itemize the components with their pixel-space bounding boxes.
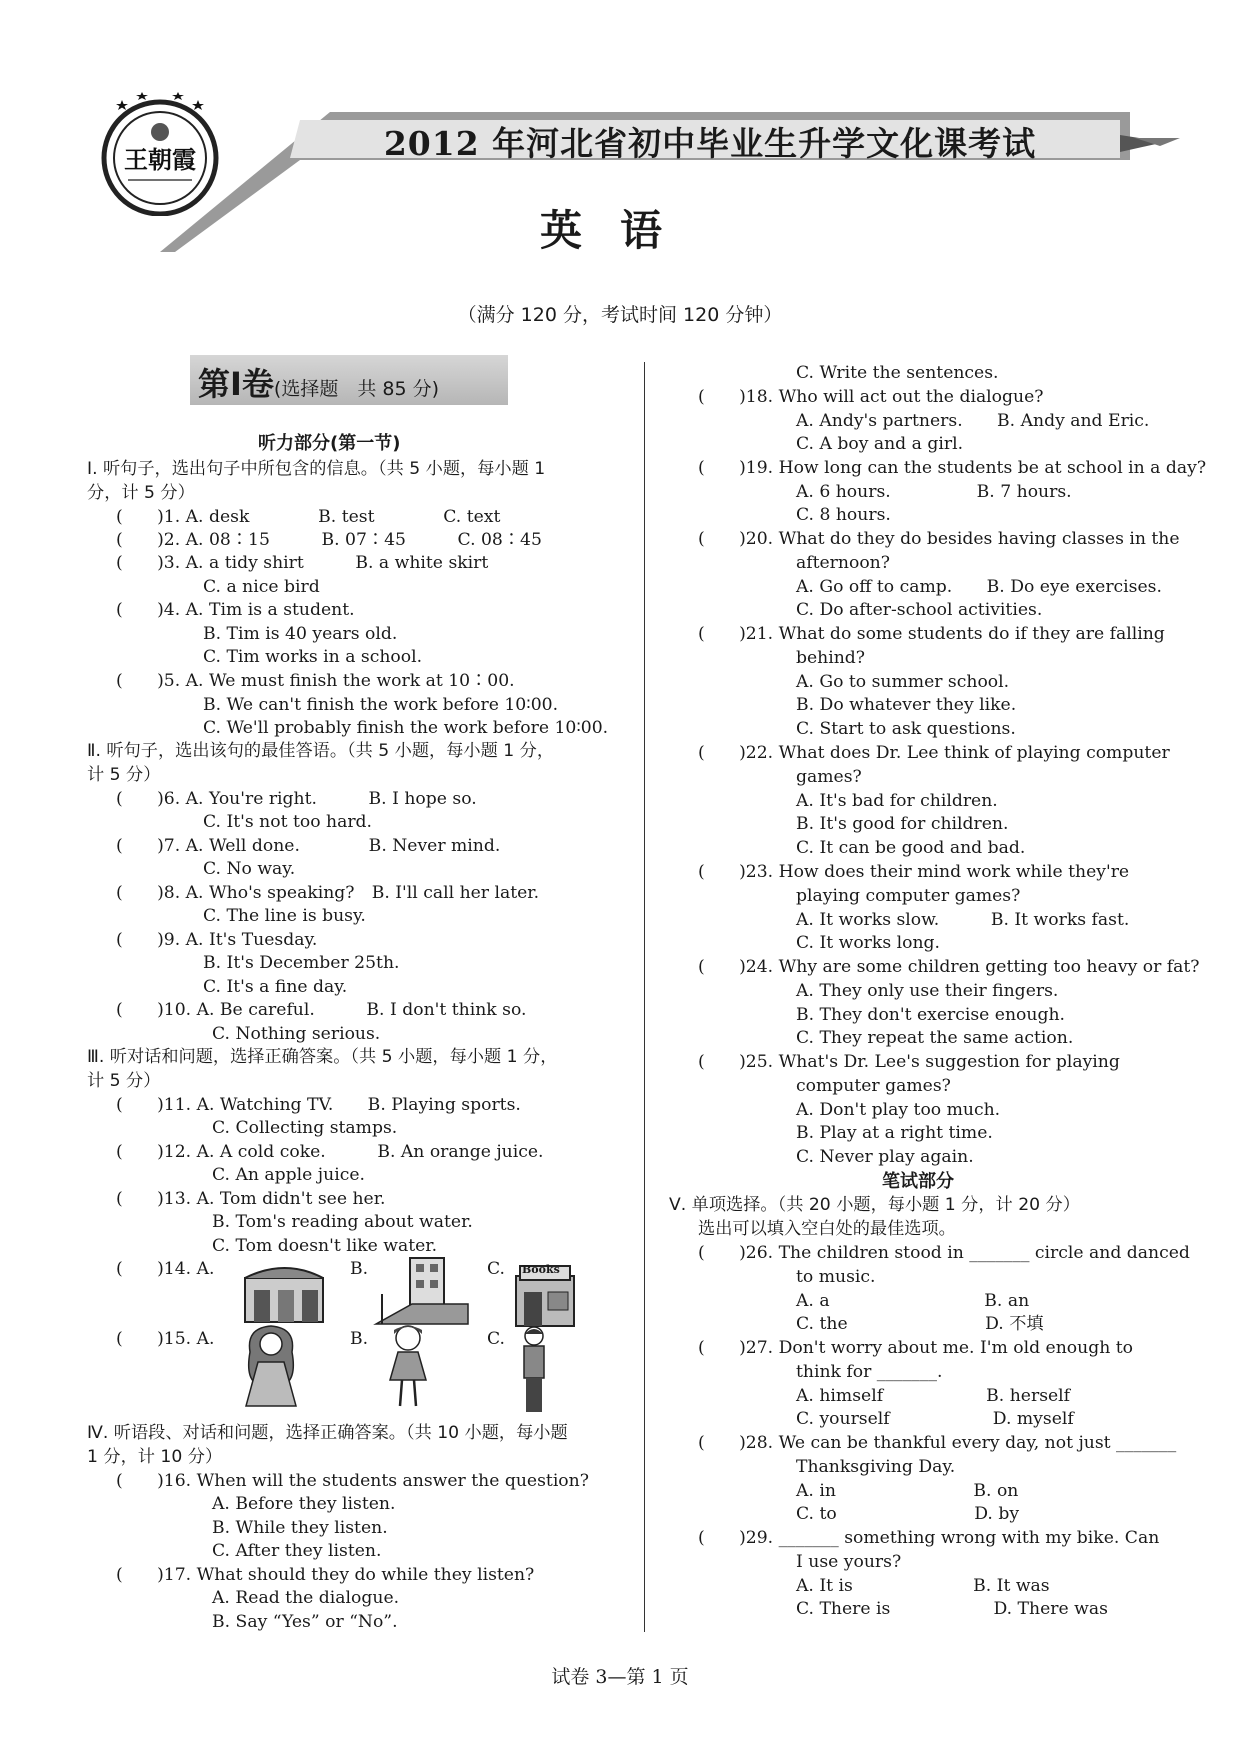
answer-option: C. It's a fine day. [203, 977, 348, 997]
answer-option: C. It can be good and bad. [796, 838, 1026, 858]
question-item: ( )17. What should they do while they listen? [116, 1565, 535, 1585]
question-item: ( )27. Don't worry about me. I'm old enough to [698, 1338, 1134, 1358]
subject-title: 英语 [539, 206, 700, 255]
answer-option: A. Andy's partners. B. Andy and Eric. [796, 411, 1150, 431]
shop-picture [240, 1256, 330, 1326]
question-item-cont: Thanksgiving Day. [796, 1457, 956, 1477]
section-instruction: Ⅴ. 单项选择。（共 20 小题，每小题 1 分，计 20 分） [669, 1195, 1080, 1215]
question-item: ( )10. A. Be careful. B. I don't think so. [116, 1000, 527, 1020]
answer-option: A. Read the dialogue. [212, 1588, 400, 1608]
section-instruction: Ⅳ. 听语段、对话和问题，选择正确答案。（共 10 小题，每小题 [87, 1423, 568, 1443]
question-item: ( )11. A. Watching TV. B. Playing sports. [116, 1095, 521, 1115]
answer-option: C. the D. 不填 [796, 1314, 1044, 1334]
answer-option: C. The line is busy. [203, 906, 366, 926]
picture-option-label: C. [487, 1259, 506, 1279]
question-item: ( )24. Why are some children getting too heavy or fat? [698, 957, 1200, 977]
question-item-cont: afternoon? [796, 553, 890, 573]
answer-option: C. Nothing serious. [212, 1024, 381, 1044]
section-instruction: 计 5 分） [87, 1071, 161, 1091]
answer-option: C. We'll probably finish the work before 10∶00. [203, 718, 609, 738]
publisher-seal-logo [98, 92, 222, 216]
part1-subtitle: (选择题 共 85 分) [273, 378, 440, 400]
answer-option: B. While they listen. [212, 1518, 388, 1538]
answer-option: C. Collecting stamps. [212, 1118, 398, 1138]
boy-picture [512, 1324, 556, 1416]
bookstore-sign: Books [522, 1263, 560, 1276]
street-picture [372, 1254, 472, 1328]
answer-option: C. Write the sentences. [796, 363, 999, 383]
question-item: ( )22. What does Dr. Lee think of playing computer [698, 743, 1170, 763]
answer-option: A. They only use their fingers. [796, 981, 1059, 1001]
girl-short-hair-picture [378, 1322, 438, 1412]
answer-option: C. After they listen. [212, 1541, 382, 1561]
part1-title: 第Ⅰ卷 [198, 365, 274, 403]
answer-option: A. It's bad for children. [796, 791, 998, 811]
answer-option: A. himself B. herself [796, 1386, 1071, 1406]
question-item: ( )13. A. Tom didn't see her. [116, 1189, 386, 1209]
question-item: ( )12. A. A cold coke. B. An orange juice. [116, 1142, 544, 1162]
question-item: ( )18. Who will act out the dialogue? [698, 387, 1044, 407]
question-item-cont: to music. [796, 1267, 876, 1287]
question-item: ( )26. The children stood in _______ circle and danced [698, 1243, 1190, 1263]
answer-option: C. a nice bird [203, 577, 320, 597]
score-note: （满分 120 分，考试时间 120 分钟） [457, 304, 783, 326]
question-item: ( )5. A. We must finish the work at 10∶00. [116, 671, 515, 691]
section-instruction: 1 分，计 10 分） [87, 1447, 223, 1467]
answer-option: B. Do whatever they like. [796, 695, 1017, 715]
answer-option: A. Before they listen. [212, 1494, 396, 1514]
question-item: ( )29. _______ something wrong with my bike. Can [698, 1528, 1160, 1548]
answer-option: A. Go off to camp. B. Do eye exercises. [796, 577, 1162, 597]
answer-option: C. Never play again. [796, 1147, 974, 1167]
answer-option: C. to D. by [796, 1504, 1020, 1524]
question-item: ( )28. We can be thankful every day, not just _______ [698, 1433, 1177, 1453]
column-divider [644, 362, 645, 1632]
section-heading: 笔试部分 [882, 1171, 954, 1192]
question-item: ( )14. A. [116, 1259, 215, 1279]
answer-option: B. Play at a right time. [796, 1123, 993, 1143]
section-instruction: Ⅰ. 听句子，选出句子中所包含的信息。（共 5 小题，每小题 1 [87, 459, 546, 479]
answer-option: A. 6 hours. B. 7 hours. [796, 482, 1072, 502]
picture-option-label: B. [350, 1259, 369, 1279]
answer-option: C. No way. [203, 859, 296, 879]
section-instruction: 分，计 5 分） [87, 483, 195, 503]
answer-option: C. Start to ask questions. [796, 719, 1016, 739]
answer-option: C. There is D. There was [796, 1599, 1108, 1619]
question-item: ( )7. A. Well done. B. Never mind. [116, 836, 501, 856]
answer-option: A. Don't play too much. [796, 1100, 1001, 1120]
part1-heading [190, 355, 508, 405]
question-item: ( )19. How long can the students be at school in a day? [698, 458, 1207, 478]
question-item: ( )15. A. [116, 1329, 215, 1349]
question-item: ( )2. A. 08∶15 B. 07∶45 C. 08∶45 [116, 530, 542, 550]
question-item-cont: games? [796, 767, 862, 787]
answer-option: B. We can't finish the work before 10∶00. [203, 695, 559, 715]
page-footer: 试卷 3—第 1 页 [551, 1666, 689, 1688]
answer-option: C. A boy and a girl. [796, 434, 964, 454]
section-instruction: 选出可以填入空白处的最佳选项。 [698, 1219, 956, 1239]
exam-title: 2012 年河北省初中毕业生升学文化课考试 [383, 124, 1037, 163]
question-item: ( )25. What's Dr. Lee's suggestion for playing [698, 1052, 1120, 1072]
answer-option: A. It works slow. B. It works fast. [796, 910, 1130, 930]
question-item: ( )23. How does their mind work while they're [698, 862, 1130, 882]
question-item: ( )3. A. a tidy shirt B. a white skirt [116, 553, 489, 573]
logo-wordmark: 王朝霞 [124, 145, 196, 174]
girl-long-hair-picture [238, 1322, 304, 1412]
picture-option-label: C. [487, 1329, 506, 1349]
section-heading: 听力部分(第一节) [258, 433, 401, 454]
question-item: ( )4. A. Tim is a student. [116, 600, 355, 620]
section-instruction: Ⅱ. 听句子，选出该句的最佳答语。（共 5 小题，每小题 1 分， [87, 741, 555, 761]
answer-option: C. It's not too hard. [203, 812, 373, 832]
answer-option: A. a B. an [796, 1291, 1030, 1311]
answer-option: A. in B. on [796, 1481, 1019, 1501]
question-item-cont: playing computer games? [796, 886, 1021, 906]
question-item: ( )21. What do some students do if they are falling [698, 624, 1165, 644]
answer-option: B. Tom's reading about water. [212, 1212, 473, 1232]
answer-option: A. It is B. It was [796, 1576, 1050, 1596]
answer-option: C. Do after-school activities. [796, 600, 1043, 620]
question-item-cont: computer games? [796, 1076, 951, 1096]
section-instruction: 计 5 分） [87, 765, 161, 785]
answer-option: B. It's good for children. [796, 814, 1009, 834]
question-item: ( )6. A. You're right. B. I hope so. [116, 789, 477, 809]
answer-option: C. Tim works in a school. [203, 647, 423, 667]
answer-option: C. They repeat the same action. [796, 1028, 1074, 1048]
question-item: ( )20. What do they do besides having classes in the [698, 529, 1180, 549]
answer-option: C. It works long. [796, 933, 940, 953]
answer-option: B. Say “Yes” or “No”. [212, 1612, 398, 1632]
question-item: ( )9. A. It's Tuesday. [116, 930, 318, 950]
answer-option: B. Tim is 40 years old. [203, 624, 398, 644]
question-item: ( )8. A. Who's speaking? B. I'll call her later. [116, 883, 540, 903]
question-item-cont: behind? [796, 648, 866, 668]
question-item: ( )1. A. desk B. test C. text [116, 507, 501, 527]
question-item-cont: I use yours? [796, 1552, 902, 1572]
answer-option: C. Tom doesn't like water. [212, 1236, 438, 1256]
answer-option: C. An apple juice. [212, 1165, 365, 1185]
answer-option: B. They don't exercise enough. [796, 1005, 1065, 1025]
picture-option-label: B. [350, 1329, 369, 1349]
answer-option: C. 8 hours. [796, 505, 891, 525]
answer-option: A. Go to summer school. [796, 672, 1010, 692]
question-item: ( )16. When will the students answer the question? [116, 1471, 589, 1491]
answer-option: C. yourself D. myself [796, 1409, 1074, 1429]
question-item-cont: think for _______. [796, 1362, 943, 1382]
section-instruction: Ⅲ. 听对话和问题，选择正确答案。（共 5 小题，每小题 1 分， [87, 1047, 558, 1067]
answer-option: B. It's December 25th. [203, 953, 400, 973]
